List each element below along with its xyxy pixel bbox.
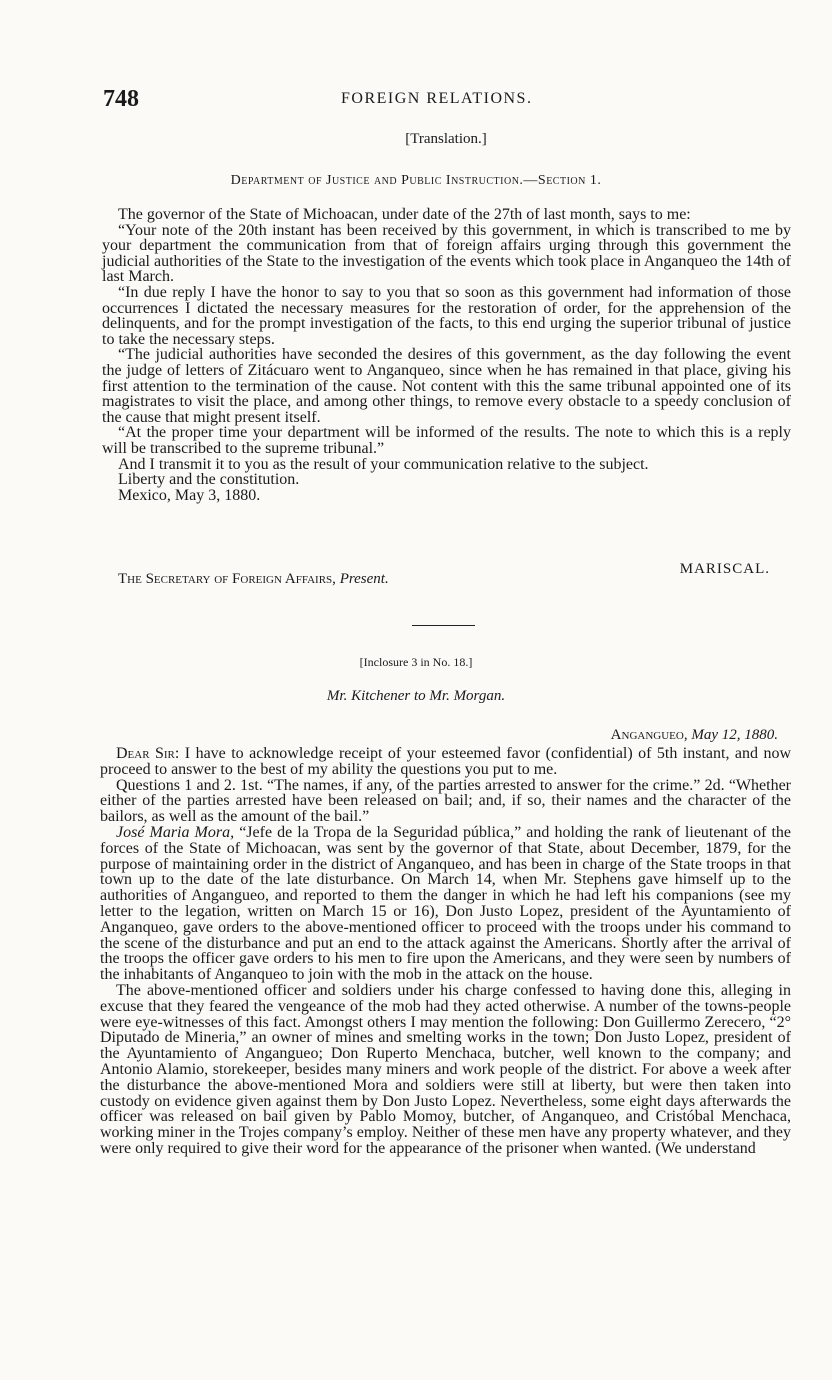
dateline-date: May 12, 1880.: [691, 727, 778, 743]
paragraph: “In due reply I have the honor to say to you that so soon as this government had information of those occurrences I dictated the necessary measures for the restoration of order, for the apprehension of the delinquents, and for the prompt investigation of the facts, to this end urging the superior tribunal of justice to take the necessary steps.: [102, 283, 791, 348]
paragraph: “Your note of the 20th instant has been received by this government, in which is transcribed to me by your department the communication from that of foreign affairs urging through this government the judicial authorities of the State to the investigation of the events which took place in Anganqueo the 14th of last March.: [102, 221, 791, 286]
section-divider: [412, 625, 475, 626]
paragraph-text: I have to acknowledge receipt of your esteemed favor (confidential) of 5th instant, and now proceed to answer to the best of my ability the questions you put to me.: [100, 745, 791, 778]
department-heading: Department of Justice and Public Instruction.—Section 1.: [230, 173, 602, 188]
paragraph: [100, 746, 791, 778]
translation-label: [Translation.]: [405, 131, 487, 147]
addressee-title: The Secretary of Foreign Affairs,: [118, 571, 336, 587]
paragraph: “At the proper time your department will be informed of the results. The note to which this is a reply will be transcribed to the supreme tribunal.”: [102, 424, 791, 457]
paragraph-text: “Jefe de la Tropa de la Seguridad pública,” and holding the rank of lieutenant of the forces of the State of Michoacan, was sent by the governor of that State, about December, 1879, for the purpose of maintaining order in the district of Anganqueo, and has been in charge of the State troops in that town up to the date of the late disturbance. On March 14, when Mr. Stephens gave himself up to the authorities of Angangueo, and reported to them the danger in which he had left his companions (see my letter to the legation, written on March 15 or 16), Don Justo Lopez, president of the Ayuntamiento of Anganqueo, gave orders to the above-mentioned officer to proceed with the troops under his command to the scene of the disturbance and put an end to the attack against the Americans. Shortly after the arrival of the troops the officer gave orders to his men to fire upon the Americans, and they were seen by numbers of the inhabitants of Anganqueo to join with the mob in the attack on the house.: [100, 823, 792, 984]
salutation: Dear Sir:: [116, 745, 180, 762]
letter1-body: [102, 207, 791, 503]
paragraph: And I transmit it to you as the result of your communication relative to the subject.: [118, 455, 649, 473]
running-head: FOREIGN RELATIONS.: [341, 90, 533, 107]
paragraph: The governor of the State of Michoacan, under date of the 27th of last month, says to me:: [118, 206, 691, 223]
page-number: 748: [103, 86, 139, 112]
officer-name: José Maria Mora,: [116, 823, 235, 841]
dateline: [611, 727, 778, 744]
paragraph: Questions 1 and 2. 1st. “The names, if any, of the parties arrested to answer for the crime.” 2d. “Whether either of the parties arrested have been released on bail; and, if so, their names and the character of the bailors, as well as the amount of the bail.”: [100, 776, 791, 826]
inclosure-label: [Inclosure 3 in No. 18.]: [359, 655, 473, 669]
signature: MARISCAL.: [679, 561, 770, 577]
letter-heading: Mr. Kitchener to Mr. Morgan.: [326, 688, 506, 704]
paragraph: [100, 825, 791, 983]
addressee-present: Present.: [339, 571, 389, 587]
paragraph: Liberty and the constitution.: [118, 471, 300, 489]
paragraph: Mexico, May 3, 1880.: [118, 486, 261, 504]
paragraph: The above-mentioned officer and soldiers under his charge confessed to having done this, alleging in excuse that they feared the vengeance of the mob had they acted otherwise. A number of the towns-people were eye-witnesses of this fact. Amongst others I may mention the following: Don Guillermo Zerecero, “2° Diputado de Mineria,” an owner of mines and smelting works in the town; Don Justo Lopez, president of the Ayuntamiento of Angangueo; Don Ruperto Menchaca, butcher, well known to the company; and Antonio Alamio, storekeeper, besides many miners and work people of the district. For above a week after the disturbance the above-mentioned Mora and soldiers were still at liberty, but were then taken into custody on evidence given against them by Don Justo Lopez. Nevertheless, some eight days afterwards the officer was released on bail given by Pablo Momoy, butcher, of Anganqueo, and Cristóbal Menchaca, working miner in the Trojes company’s employ. Neither of these men have any property whatever, and they were only required to give their word for the appearance of the prisoner when wanted. (We understand: [100, 981, 791, 1157]
letter2-body: [100, 746, 791, 1157]
addressee: [118, 571, 389, 588]
paragraph: “The judicial authorities have seconded the desires of this government, as the day following the event the judge of letters of Zitácuaro went to Anganqueo, since when he has remained in that place, giving his first attention to the termination of the cause. Not content with this the same tribunal appointed one of its magistrates to visit the place, and among other things, to remove every obstacle to a speedy conclusion of the cause that might present itself.: [102, 346, 791, 426]
dateline-place: Angangueo,: [610, 727, 688, 743]
